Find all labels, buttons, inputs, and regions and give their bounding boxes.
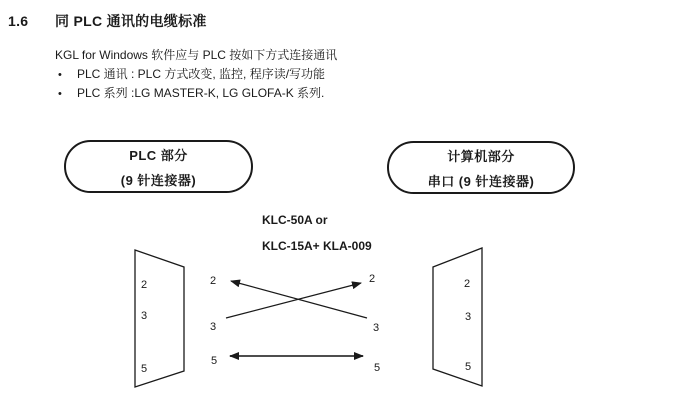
left-connector-pin-5: 5 <box>140 363 148 375</box>
intro-paragraph: KGL for Windows 软件应与 PLC 按如下方式连接通讯 <box>55 48 338 62</box>
plc-part-subtitle: (9 针连接器) <box>120 172 197 188</box>
bullet-dot: • <box>58 69 62 81</box>
cable-model-line1: KLC-50A or <box>262 213 328 227</box>
section-title: 同 PLC 通讯的电缆标准 <box>55 13 207 29</box>
computer-part-subtitle: 串口 (9 针连接器) <box>427 173 535 189</box>
plc-part-title: PLC 部分 <box>129 147 188 163</box>
left-connector-pin-3: 3 <box>140 310 148 322</box>
bullet-dot: • <box>58 88 62 100</box>
right-connector-pin-3: 3 <box>464 311 472 323</box>
left-wire-pin-5: 5 <box>210 355 218 367</box>
left-wire-pin-3: 3 <box>209 321 217 333</box>
right-wire-pin-2: 2 <box>368 273 376 285</box>
cable-model-line2: KLC-15A+ KLA-009 <box>262 239 372 253</box>
left-connector-pin-2: 2 <box>140 279 148 291</box>
right-connector-pin-2: 2 <box>463 278 471 290</box>
left-wire-pin-2: 2 <box>209 275 217 287</box>
right-wire-pin-5: 5 <box>373 362 381 374</box>
right-wire-pin-3: 3 <box>372 322 380 334</box>
bullet-text: PLC 通讯 : PLC 方式改变, 监控, 程序读/写功能 <box>77 67 326 81</box>
right-connector-pin-5: 5 <box>464 361 472 373</box>
computer-part-title: 计算机部分 <box>447 148 515 164</box>
wire-plc3-to-pc2 <box>226 283 361 318</box>
bullet-text: PLC 系列 :LG MASTER-K, LG GLOFA-K 系列. <box>77 86 325 100</box>
section-number: 1.6 <box>8 13 29 29</box>
right-connector-shape <box>433 248 482 386</box>
